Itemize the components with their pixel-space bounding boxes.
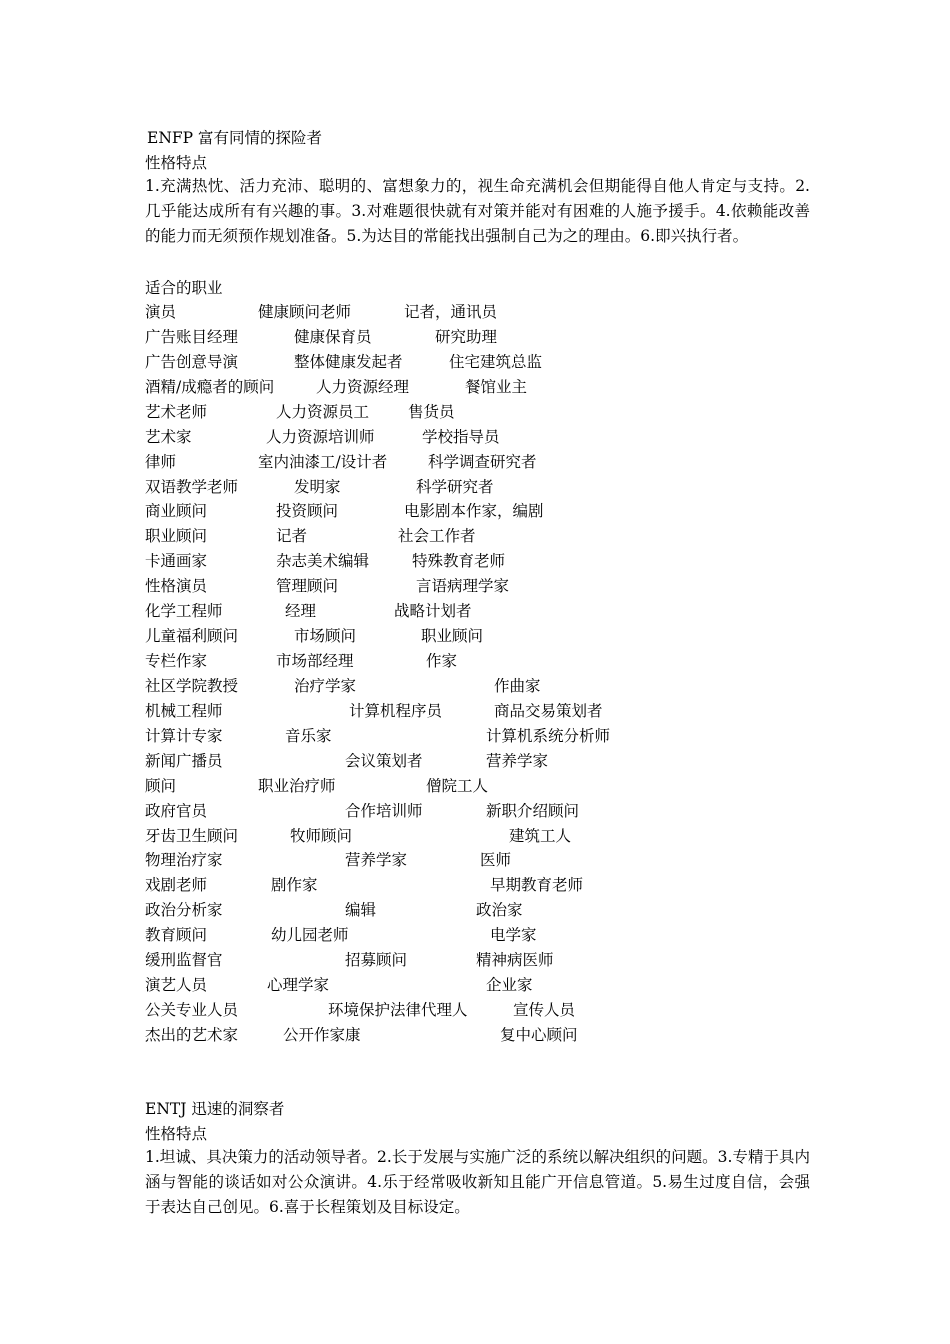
job-title: 职业顾问 <box>145 527 208 545</box>
job-title: 记者 <box>276 527 308 545</box>
job-row <box>145 352 810 374</box>
job-row <box>145 327 810 349</box>
job-title: 言语病理学家 <box>416 577 510 595</box>
job-title: 人力资源经理 <box>316 378 410 396</box>
job-title: 商业顾问 <box>145 502 208 520</box>
job-title: 计算计专家 <box>145 727 223 745</box>
enfp-title: ENFP 富有同情的探险者 <box>147 129 322 147</box>
job-title: 商品交易策划者 <box>494 702 603 720</box>
job-title: 缓刑监督官 <box>145 951 223 969</box>
job-title: 艺术家 <box>145 428 192 446</box>
job-title: 专栏作家 <box>145 652 208 670</box>
enfp-jobs-heading: 适合的职业 <box>145 279 223 297</box>
job-title: 建筑工人 <box>509 827 572 845</box>
job-title: 整体健康发起者 <box>294 353 403 371</box>
job-title: 室内油漆工/设计者 <box>258 453 388 471</box>
job-row <box>145 427 810 449</box>
job-row <box>145 925 810 947</box>
job-row <box>145 526 810 548</box>
job-title: 酒精/成瘾者的顾问 <box>145 378 275 396</box>
job-title: 公开作家康 <box>283 1026 361 1044</box>
job-row <box>145 402 810 424</box>
job-title: 计算机程序员 <box>349 702 443 720</box>
job-row <box>145 850 810 872</box>
job-row <box>145 477 810 499</box>
job-title: 餐馆业主 <box>465 378 528 396</box>
job-title: 杰出的艺术家 <box>145 1026 239 1044</box>
job-title: 科学调查研究者 <box>428 453 537 471</box>
enfp-traits-heading: 性格特点 <box>145 154 208 172</box>
job-title: 音乐家 <box>285 727 332 745</box>
job-row <box>145 651 810 673</box>
job-title: 医师 <box>480 851 512 869</box>
job-title: 记者，通讯员 <box>404 303 498 321</box>
job-title: 机械工程师 <box>145 702 223 720</box>
job-title: 售货员 <box>408 403 455 421</box>
entj-traits-text: 1.坦诚、具决策力的活动领导者。2.长于发展与实施广泛的系统以解决组织的问题。3.专精于具内涵与智能的谈话如对公众演讲。4.乐于经常吸收新知且能广开信息管道。5.易生过度自信，会强于表达自己创见。6.喜于长程策划及目标设定。 <box>145 1148 810 1216</box>
job-title: 学校指导员 <box>422 428 500 446</box>
job-title: 住宅建筑总监 <box>449 353 543 371</box>
job-title: 营养学家 <box>486 752 549 770</box>
job-title: 律师 <box>145 453 177 471</box>
job-row <box>145 776 810 798</box>
job-row <box>145 801 810 823</box>
job-title: 幼儿园老师 <box>271 926 349 944</box>
job-row <box>145 377 810 399</box>
job-row <box>145 626 810 648</box>
job-row <box>145 576 810 598</box>
job-title: 儿童福利顾问 <box>145 627 239 645</box>
job-title: 演艺人员 <box>145 976 208 994</box>
job-title: 社会工作者 <box>398 527 476 545</box>
job-row <box>145 601 810 623</box>
job-title: 顾问 <box>145 777 177 795</box>
job-row <box>145 676 810 698</box>
job-row <box>145 701 810 723</box>
job-title: 计算机系统分析师 <box>486 727 611 745</box>
job-title: 职业顾问 <box>421 627 484 645</box>
job-title: 广告创意导演 <box>145 353 239 371</box>
job-title: 企业家 <box>486 976 533 994</box>
job-title: 性格演员 <box>145 577 208 595</box>
job-row <box>145 900 810 922</box>
job-title: 市场顾问 <box>294 627 357 645</box>
job-title: 人力资源员工 <box>276 403 370 421</box>
job-row <box>145 726 810 748</box>
job-title: 电影剧本作家，编剧 <box>404 502 544 520</box>
job-title: 电学家 <box>490 926 537 944</box>
job-row <box>145 501 810 523</box>
job-row <box>145 1025 810 1047</box>
job-title: 心理学家 <box>267 976 330 994</box>
job-title: 社区学院教授 <box>145 677 239 695</box>
job-title: 广告账目经理 <box>145 328 239 346</box>
job-title: 戏剧老师 <box>145 876 208 894</box>
job-row <box>145 751 810 773</box>
job-title: 杂志美术编辑 <box>276 552 370 570</box>
job-title: 治疗学家 <box>294 677 357 695</box>
job-row <box>145 975 810 997</box>
job-row <box>145 1000 810 1022</box>
job-title: 化学工程师 <box>145 602 223 620</box>
job-title: 牧师顾问 <box>290 827 353 845</box>
job-row <box>145 452 810 474</box>
job-row <box>145 826 810 848</box>
job-title: 科学研究者 <box>416 478 494 496</box>
job-title: 宣传人员 <box>513 1001 576 1019</box>
job-title: 市场部经理 <box>276 652 354 670</box>
job-title: 政治分析家 <box>145 901 223 919</box>
job-title: 健康顾问老师 <box>258 303 352 321</box>
job-title: 教育顾问 <box>145 926 208 944</box>
job-title: 新闻广播员 <box>145 752 223 770</box>
job-title: 营养学家 <box>345 851 408 869</box>
job-title: 作曲家 <box>494 677 541 695</box>
job-row <box>145 551 810 573</box>
job-title: 管理顾问 <box>276 577 339 595</box>
entj-traits-heading: 性格特点 <box>145 1125 208 1143</box>
job-title: 作家 <box>426 652 458 670</box>
job-title: 政府官员 <box>145 802 208 820</box>
job-title: 复中心顾问 <box>500 1026 578 1044</box>
job-title: 政治家 <box>476 901 523 919</box>
job-title: 特殊教育老师 <box>412 552 506 570</box>
job-title: 健康保育员 <box>294 328 372 346</box>
job-title: 艺术老师 <box>145 403 208 421</box>
job-title: 职业治疗师 <box>258 777 336 795</box>
job-title: 合作培训师 <box>345 802 423 820</box>
job-title: 演员 <box>145 303 177 321</box>
job-row <box>145 302 810 324</box>
job-title: 剧作家 <box>271 876 318 894</box>
enfp-traits-text: 1.充满热忱、活力充沛、聪明的、富想象力的，视生命充满机会但期能得自他人肯定与支持。2.几乎能达成所有有兴趣的事。3.对难题很快就有对策并能对有困难的人施予援手。4.依赖能改善的能力而无须预作规划准备。5.为达目的常能找出强制自己为之的理由。6.即兴执行者。 <box>145 177 810 245</box>
job-title: 双语教学老师 <box>145 478 239 496</box>
job-title: 环境保护法律代理人 <box>328 1001 468 1019</box>
job-title: 经理 <box>285 602 317 620</box>
job-title: 早期教育老师 <box>490 876 584 894</box>
entj-title: ENTJ 迅速的洞察者 <box>145 1100 285 1118</box>
job-title: 精神病医师 <box>476 951 554 969</box>
job-title: 物理治疗家 <box>145 851 223 869</box>
job-title: 公关专业人员 <box>145 1001 239 1019</box>
job-title: 编辑 <box>345 901 377 919</box>
job-title: 僧院工人 <box>426 777 489 795</box>
job-title: 研究助理 <box>435 328 498 346</box>
job-title: 投资顾问 <box>276 502 339 520</box>
job-row <box>145 950 810 972</box>
job-title: 新职介绍顾问 <box>486 802 580 820</box>
job-title: 战略计划者 <box>394 602 472 620</box>
job-title: 人力资源培训师 <box>266 428 375 446</box>
job-title: 会议策划者 <box>345 752 423 770</box>
job-title: 牙齿卫生顾问 <box>145 827 239 845</box>
job-row <box>145 875 810 897</box>
job-title: 卡通画家 <box>145 552 208 570</box>
job-title: 发明家 <box>294 478 341 496</box>
job-title: 招募顾问 <box>345 951 408 969</box>
